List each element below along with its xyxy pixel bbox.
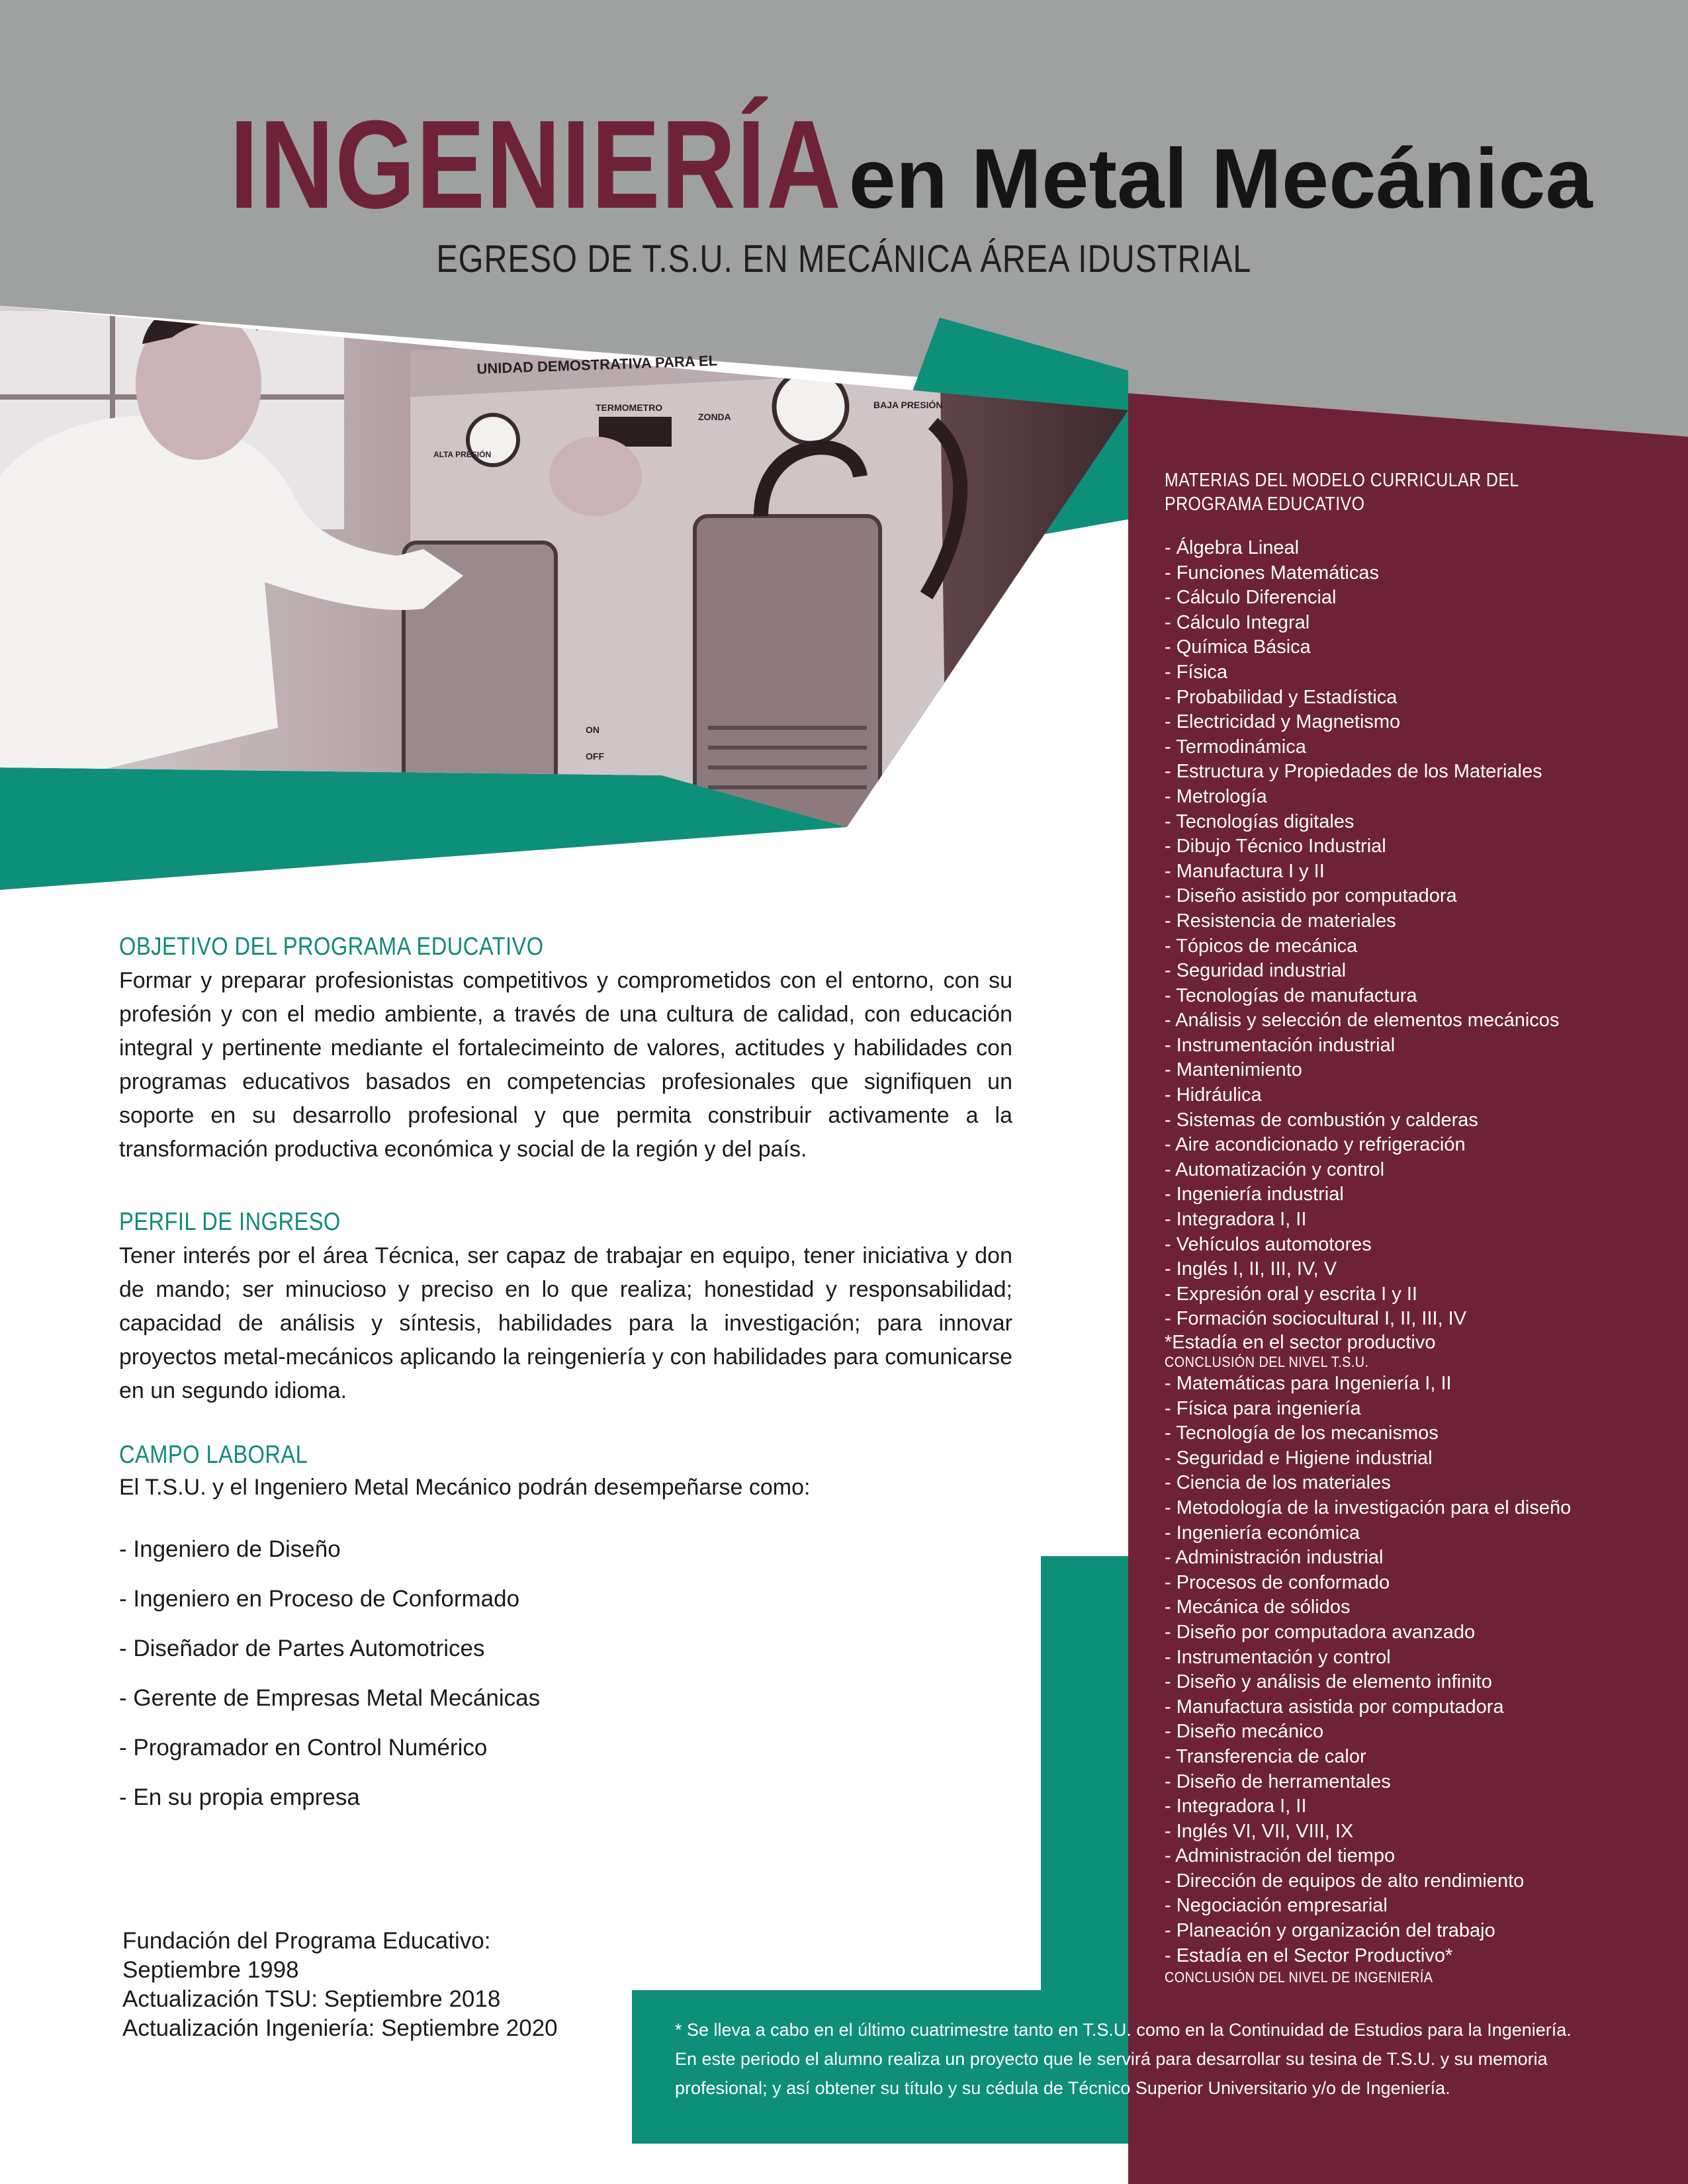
subject-item: - Mantenimiento — [1165, 1059, 1302, 1081]
job-item: - Gerente de Empresas Metal Mecánicas — [119, 1685, 541, 1711]
title-ingenieria: INGENIERÍA — [230, 95, 842, 235]
campo-intro: El T.S.U. y el Ingeniero Metal Mecánico podrán desempeñarse como: — [119, 1475, 811, 1500]
subject-item: - Tecnología de los mecanismos — [1165, 1422, 1439, 1444]
page-subtitle — [0, 237, 1688, 281]
subject-item: - Metrología — [1165, 785, 1267, 807]
subject-item: - Tópicos de mecánica — [1165, 935, 1358, 957]
subject-item: - Formación sociocultural I, II, III, IV — [1165, 1308, 1467, 1330]
subject-item: - Administración industrial — [1165, 1547, 1384, 1569]
objetivo-heading: OBJETIVO DEL PROGRAMA EDUCATIVO — [119, 933, 544, 961]
subject-item: - Diseño mecánico — [1165, 1721, 1324, 1743]
materias-tsu-list — [1165, 536, 1667, 1372]
campo-jobs-list — [119, 1524, 1012, 1822]
subject-item: - Manufactura asistida por computadora — [1165, 1696, 1504, 1718]
subject-item: - Metodología de la investigación para el diseño — [1165, 1497, 1572, 1518]
campo-section — [119, 1441, 1012, 1822]
estadia-note — [675, 2015, 1588, 2103]
subject-item: - Sistemas de combustión y calderas — [1165, 1109, 1478, 1131]
objetivo-text: Formar y preparar profesionistas competitivos y comprometidos con el entorno, con su profesión y con el medio ambiente, a través de una cultura de calidad, con educación integral y pertinente mediante el fortalecimeinto de valores, actitudes y habilidades con programas educativos basados en competencias profesionales que signifiquen un soporte en su desarrollo profesional y que permita constribuir activamente a la transformación productiva económica y social de la región y del país. — [119, 968, 1012, 1162]
ing-conclusion-label: CONCLUSIÓN DEL NIVEL DE INGENIERÍA — [1165, 1969, 1433, 1986]
subject-item: - Química Básica — [1165, 636, 1311, 658]
note-line: profesional; y así obtener su título y su cédula de Técnico Superior Universitario y/o de Ingeniería. — [675, 2078, 1450, 2098]
subject-item: - Estadía en el Sector Productivo* — [1165, 1944, 1453, 1966]
subject-item: - Aire acondicionado y refrigeración — [1165, 1134, 1466, 1156]
subject-item: - Álgebra Lineal — [1165, 537, 1300, 558]
subject-item: - Integradora I, II — [1165, 1209, 1307, 1231]
subject-item: - Integradora I, II — [1165, 1796, 1307, 1817]
materias-ing-list — [1165, 1372, 1667, 1987]
subject-item: - Física — [1165, 661, 1228, 683]
subject-item: - Instrumentación industrial — [1165, 1034, 1396, 1056]
photo-off-label: OFF — [586, 751, 604, 762]
fundacion-line: Septiembre 1998 — [122, 1957, 299, 1983]
subject-item: - Inglés I, II, III, IV, V — [1165, 1258, 1337, 1280]
photo-termometro-label: TERMOMETRO — [596, 402, 663, 413]
subject-item: - Automatización y control — [1165, 1158, 1385, 1180]
subject-item: - Matemáticas para Ingeniería I, II — [1165, 1373, 1452, 1394]
teal-block-vertical — [1041, 1556, 1128, 1993]
subject-item: - Administración del tiempo — [1165, 1845, 1396, 1867]
subject-item: - Dibujo Técnico Industrial — [1165, 836, 1386, 857]
subject-item: - Termodinámica — [1165, 736, 1306, 758]
perfil-section — [119, 1208, 1012, 1408]
fundacion-block — [122, 1927, 558, 2043]
subject-item: - Planeación y organización del trabajo — [1165, 1920, 1495, 1942]
job-item: - Diseñador de Partes Automotrices — [119, 1636, 485, 1661]
subject-item: - Procesos de conformado — [1165, 1571, 1390, 1593]
photo-panel-title: UNIDAD DEMOSTRATIVA PARA EL — [476, 352, 718, 377]
subject-item: - Instrumentación y control — [1165, 1646, 1391, 1668]
photo-alta-presion-label: ALTA PRESIÓN — [433, 450, 492, 459]
subject-item: - Expresión oral y escrita I y II — [1165, 1283, 1417, 1305]
subject-item: - Física para ingeniería — [1165, 1397, 1361, 1419]
campo-heading: CAMPO LABORAL — [119, 1441, 308, 1469]
subject-item: *Estadía en el sector productivo — [1165, 1332, 1436, 1353]
subject-item: - Vehículos automotores — [1165, 1233, 1372, 1255]
subject-item: - Mecánica de sólidos — [1165, 1596, 1351, 1618]
subject-item: - Tecnologías digitales — [1165, 810, 1355, 832]
subject-item: - Seguridad industrial — [1165, 960, 1347, 982]
subject-item: - Cálculo Integral — [1165, 611, 1310, 633]
photo-on-label: ON — [586, 724, 600, 735]
title-metal-mecanica: en Metal Mecánica — [848, 132, 1593, 226]
subject-item: - Dirección de equipos de alto rendimiento — [1165, 1870, 1525, 1892]
subject-item: - Análisis y selección de elementos mecánicos — [1165, 1010, 1560, 1031]
job-item: - Programador en Control Numérico — [119, 1735, 488, 1761]
subject-item: - Diseño y análisis de elemento infinito — [1165, 1671, 1492, 1693]
note-line: * Se lleva a cabo en el último cuatrimestre tanto en T.S.U. como en la Continuidad de Estudios para la Ingeniería. — [675, 2020, 1572, 2040]
page-title — [0, 93, 1688, 237]
subject-item: - Negociación empresarial — [1165, 1895, 1388, 1917]
fundacion-line: Fundación del Programa Educativo: — [122, 1928, 491, 1954]
subject-item: - Seguridad e Higiene industrial — [1165, 1447, 1433, 1469]
materias-column — [1165, 468, 1667, 1987]
subject-item: - Ingeniería industrial — [1165, 1184, 1344, 1205]
subject-item: - Manufactura I y II — [1165, 860, 1325, 882]
subject-item: - Ciencia de los materiales — [1165, 1472, 1391, 1494]
photo-baja-presion-label: BAJA PRESIÓN — [873, 400, 943, 410]
subject-item: - Diseño por computadora avanzado — [1165, 1621, 1476, 1643]
subject-item: - Diseño asistido por computadora — [1165, 885, 1457, 907]
subject-item: - Resistencia de materiales — [1165, 910, 1396, 932]
perfil-heading: PERFIL DE INGRESO — [119, 1208, 341, 1236]
subject-item: - Transferencia de calor — [1165, 1745, 1366, 1767]
subject-item: - Tecnologías de manufactura — [1165, 984, 1417, 1006]
subject-item: - Probabilidad y Estadística — [1165, 686, 1398, 708]
note-line: En este periodo el alumno realiza un proyecto que le servirá para desarrollar su tesina de T.S.U. y su memoria — [675, 2049, 1548, 2069]
perfil-text: Tener interés por el área Técnica, ser capaz de trabajar en equipo, tener iniciativa y don de mando; ser minucioso y preciso en lo que realiza; honestidad y responsabilidad; capacidad de análisis y síntesis, habilidades para la investigación; para innovar proyectos metal-mecánicos aplicando la reingeniería y con habilidades para comunicarse en un segundo idioma. — [119, 1243, 1012, 1403]
subject-item: - Cálculo Diferencial — [1165, 587, 1337, 609]
subject-item: - Electricidad y Magnetismo — [1165, 711, 1401, 733]
subject-item: - Funciones Matemáticas — [1165, 562, 1379, 584]
subject-item: - Estructura y Propiedades de los Materiales — [1165, 761, 1542, 783]
fundacion-line: Actualización Ingeniería: Septiembre 2020 — [122, 2015, 558, 2041]
subject-item: - Inglés VI, VII, VIII, IX — [1165, 1820, 1354, 1842]
job-item: - Ingeniero de Diseño — [119, 1536, 341, 1562]
materias-heading: MATERIAS DEL MODELO CURRICULAR DEL PROGRAMA EDUCATIVO — [1165, 470, 1519, 515]
subtitle-text: EGRESO DE T.S.U. EN MECÁNICA ÁREA IDUSTRIAL — [436, 238, 1252, 281]
subject-item: - Hidráulica — [1165, 1084, 1262, 1106]
subject-item: - Ingeniería económica — [1165, 1522, 1360, 1544]
tsu-conclusion-label: CONCLUSIÓN DEL NIVEL T.S.U. — [1165, 1354, 1369, 1370]
objetivo-section — [119, 933, 1012, 1166]
fundacion-line: Actualización TSU: Septiembre 2018 — [122, 1986, 501, 2012]
job-item: - Ingeniero en Proceso de Conformado — [119, 1586, 520, 1612]
subject-item: - Diseño de herramentales — [1165, 1770, 1391, 1792]
photo-zonda-label: ZONDA — [698, 412, 731, 422]
job-item: - En su propia empresa — [119, 1784, 360, 1810]
